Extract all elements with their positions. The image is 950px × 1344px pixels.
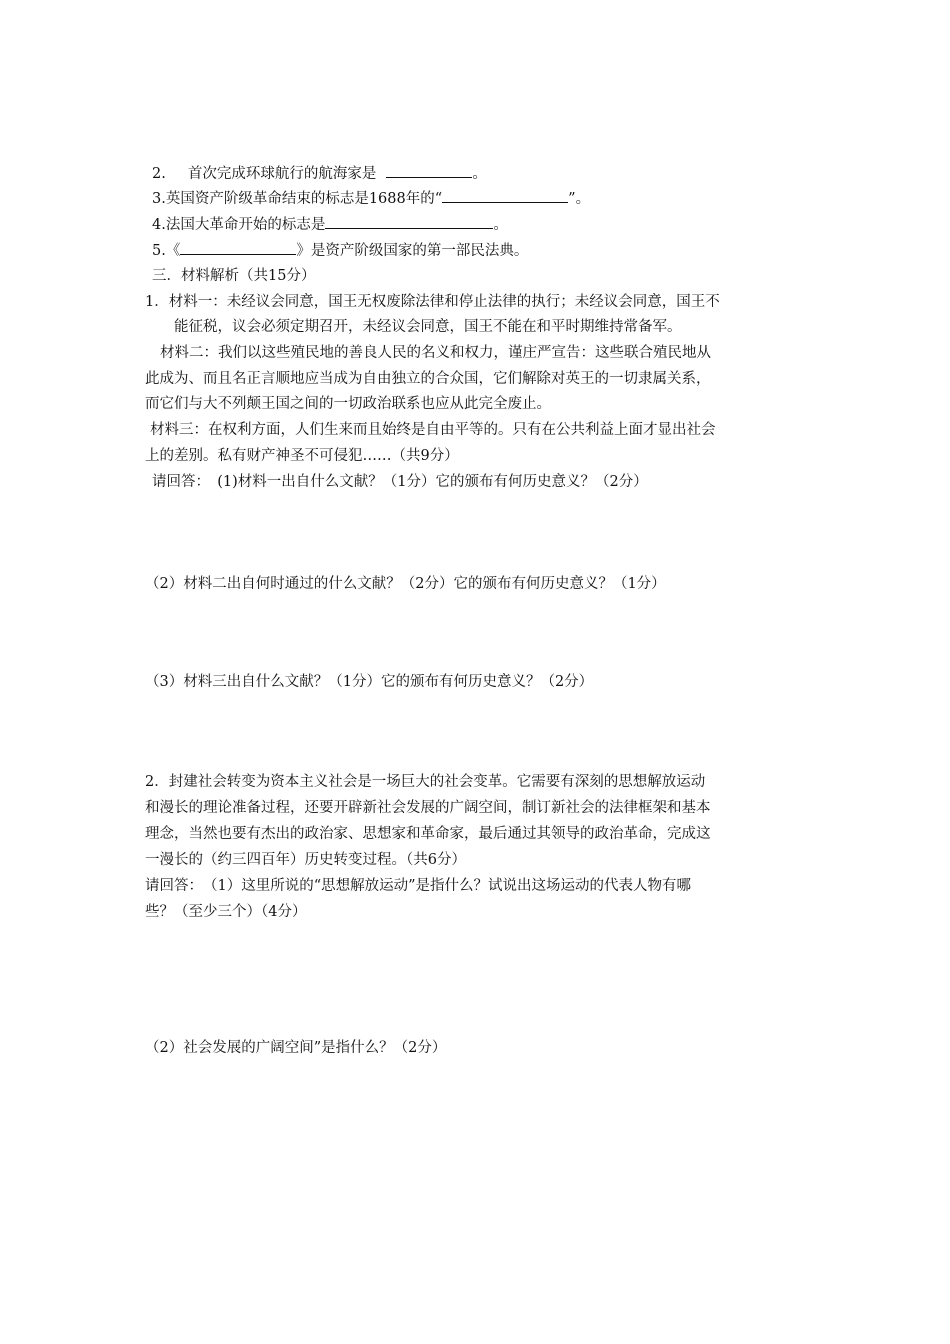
material-3-line-1: 材料三：在权利方面，人们生来而且始终是自由平等的。只有在公共利益上面才显出社会: [150, 422, 716, 438]
answer-blank[interactable]: [180, 240, 296, 255]
sub-question-3: （3）材料三出自什么文献？（1分）它的颁布有何历史意义？（2分）: [145, 674, 594, 690]
material-3-line-2: 上的差别。私有财产神圣不可侵犯……（共9分）: [145, 448, 459, 464]
answer-blank[interactable]: [442, 188, 568, 203]
material-2-line-3: 而它们与大不列颠王国之间的一切政治联系也应从此完全废止。: [145, 396, 551, 412]
fill-question-5: [152, 240, 528, 261]
question-2-line-2: 和漫长的理论准备过程，还要开辟新社会发展的广阔空间，制订新社会的法律框架和基本: [145, 800, 711, 816]
question-text: 首次完成环球航行的航海家是: [187, 166, 377, 182]
fill-question-2: [152, 163, 487, 184]
q2-sub-question-1-line-1: 请回答： （1）这里所说的“思想解放运动”是指什么？试说出这场运动的代表人物有哪: [145, 878, 692, 894]
question-end: 》是资产阶级国家的第一部民法典。: [296, 243, 529, 259]
answer-blank[interactable]: [386, 163, 472, 178]
q2-sub-question-1-line-2: 些？（至少三个）（4分）: [145, 904, 307, 920]
material-2-line-1: 材料二：我们以这些殖民地的善良人民的名义和权力，谨庄严宣告：这些联合殖民地从: [160, 345, 711, 361]
sub-question-1: 请回答： (1)材料一出自什么文献？（1分）它的颁布有何历史意义？（2分）: [152, 474, 648, 490]
fill-question-4: [152, 214, 508, 235]
question-number: 2.: [152, 166, 166, 182]
sub-question-2: （2）材料二出自何时通过的什么文献？（2分）它的颁布有何历史意义？（1分）: [145, 576, 666, 592]
question-text: 4.法国大革命开始的标志是: [152, 217, 326, 233]
material-1-line-2: 能征税，议会必须定期召开，未经议会同意，国王不能在和平时期维持常备军。: [174, 319, 682, 335]
question-2-line-3: 理念，当然也要有杰出的政治家、思想家和革命家，最后通过其领导的政治革命，完成这: [145, 826, 711, 842]
fill-question-3: [152, 188, 590, 209]
section-heading: 三．材料解析（共15分）: [152, 268, 316, 284]
question-end: 。: [493, 217, 508, 233]
question-end: ”。: [568, 191, 591, 207]
material-1-line-1: 1．材料一：未经议会同意，国王无权废除法律和停止法律的执行；未经议会同意，国王不: [145, 294, 720, 310]
q2-sub-question-2: （2）社会发展的广阔空间”是指什么？（2分）: [145, 1040, 447, 1056]
question-end: 。: [472, 166, 487, 182]
question-text: 3.英国资产阶级革命结束的标志是1688年的“: [152, 191, 443, 207]
question-2-line-4: 一漫长的（约三四百年）历史转变过程。（共6分）: [145, 852, 466, 868]
material-2-line-2: 此成为、而且名正言顺地应当成为自由独立的合众国，它们解除对英王的一切隶属关系，: [145, 371, 711, 387]
question-2-line-1: 2．封建社会转变为资本主义社会是一场巨大的社会变革。它需要有深刻的思想解放运动: [145, 774, 706, 790]
answer-blank[interactable]: [325, 214, 493, 229]
question-text: 5.《: [152, 243, 181, 259]
